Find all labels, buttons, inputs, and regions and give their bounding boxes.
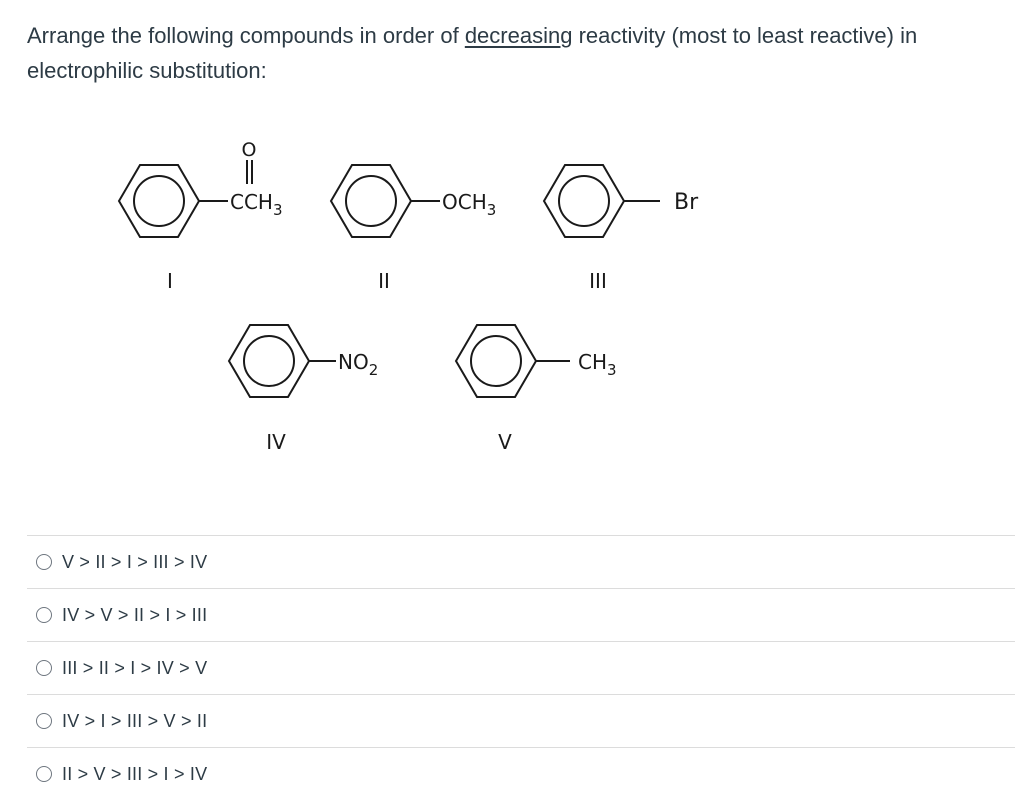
answer-option-2[interactable]	[27, 588, 1015, 641]
answer-label: II > V > III > I > IV	[62, 763, 208, 784]
answer-label: IV > V > II > I > III	[62, 604, 208, 625]
benzene-ring-V	[456, 325, 536, 397]
compound-numeral-II: II	[378, 269, 390, 293]
benzene-ring-IV	[229, 325, 309, 397]
answer-label: V > II > I > III > IV	[62, 551, 208, 572]
question-text-after: reactivity (most to least reactive) in electrophilic substitution:	[27, 23, 918, 83]
substituent-label-II: $OCH_3$	[442, 190, 497, 219]
answer-label: III > II > I > IV > V	[62, 657, 208, 678]
substituent-label-I: $CCH_3$	[230, 190, 283, 219]
radio-button[interactable]	[36, 660, 52, 676]
benzene-ring-III	[544, 165, 624, 237]
radio-button[interactable]	[36, 713, 52, 729]
compound-numeral-IV: IV	[266, 430, 286, 454]
substituent-label-IV: $NO_2$	[338, 350, 379, 379]
substituent-label-V: $CH_3$	[578, 350, 617, 379]
radio-button[interactable]	[36, 554, 52, 570]
carbonyl-oxygen-label: O	[241, 139, 257, 161]
answer-option-3[interactable]	[27, 641, 1015, 694]
radio-button[interactable]	[36, 766, 52, 782]
compound-numeral-V: V	[498, 430, 512, 454]
answer-option-5[interactable]	[27, 747, 1015, 800]
question-text-before: Arrange the following compounds in order of	[27, 23, 465, 48]
answer-list	[27, 535, 1015, 800]
substituent-label-III: Br	[674, 190, 699, 215]
benzene-ring-I	[119, 165, 199, 237]
compound-numeral-III: III	[589, 269, 607, 293]
answer-label: IV > I > III > V > II	[62, 710, 208, 731]
radio-button[interactable]	[36, 607, 52, 623]
answer-option-4[interactable]	[27, 694, 1015, 747]
compound-numeral-I: I	[167, 269, 173, 293]
benzene-ring-II	[331, 165, 411, 237]
question-underlined-word: decreasing	[464, 23, 573, 48]
answer-option-1[interactable]	[27, 535, 1015, 588]
